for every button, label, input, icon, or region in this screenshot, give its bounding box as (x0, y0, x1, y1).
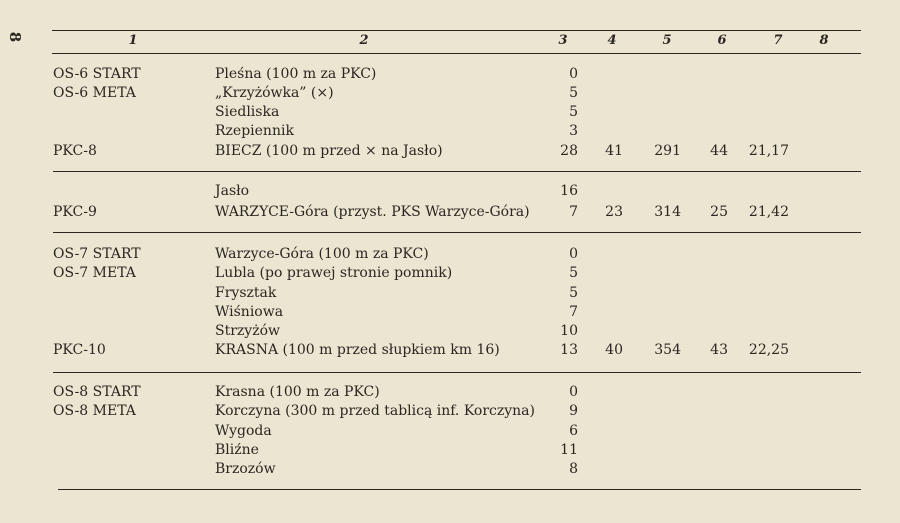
page-number: 8 (6, 31, 25, 43)
distance-km: 10 (560, 323, 578, 339)
distance-km: 13 (560, 342, 578, 358)
distance-km: 5 (569, 104, 578, 120)
table-row (0, 204, 900, 223)
section-rule (53, 372, 861, 373)
location-description: Lubla (po prawej stronie pomnik) (215, 265, 453, 281)
section-rule (53, 171, 861, 172)
column-5-value: 291 (654, 143, 681, 159)
distance-km: 5 (569, 285, 578, 301)
distance-km: 6 (569, 423, 578, 439)
table-row (0, 265, 900, 284)
distance-km: 16 (560, 183, 578, 199)
column-header-7: 7 (773, 33, 783, 48)
location-description: Strzyżów (215, 323, 280, 339)
column-header-6: 6 (717, 33, 727, 48)
distance-km: 11 (560, 442, 578, 458)
column-4-value: 40 (605, 342, 623, 358)
table-row (0, 246, 900, 265)
column-4-value: 23 (605, 204, 623, 220)
table-bottom-rule (58, 489, 861, 490)
column-7-value: 21,17 (748, 143, 789, 159)
location-description: Korczyna (300 m przed tablicą inf. Korczyna) (215, 403, 535, 419)
location-description: Pleśna (100 m za PKC) (215, 66, 377, 82)
table-row (0, 342, 900, 361)
distance-km: 0 (569, 384, 578, 400)
distance-km: 3 (569, 123, 578, 139)
location-description: Frysztak (215, 285, 277, 301)
section-rule (53, 232, 861, 233)
checkpoint-code: PKC-8 (53, 143, 97, 159)
column-header-3: 3 (558, 33, 568, 48)
distance-km: 7 (569, 204, 578, 220)
location-description: Krasna (100 m za PKC) (215, 384, 380, 400)
location-description: Bliźne (215, 442, 259, 458)
location-description: Rzepiennik (215, 123, 294, 139)
checkpoint-code: OS-6 START (53, 66, 141, 82)
table-row (0, 442, 900, 461)
column-header-8: 8 (819, 33, 829, 48)
table-row (0, 183, 900, 202)
table-row (0, 85, 900, 104)
location-description: BIECZ (100 m przed × na Jasło) (215, 143, 443, 159)
column-7-value: 22,25 (748, 342, 789, 358)
table-top-rule (52, 30, 861, 31)
table-row (0, 461, 900, 480)
checkpoint-code: OS-7 START (53, 246, 141, 262)
location-description: Wygoda (215, 423, 272, 439)
table-row (0, 323, 900, 342)
location-description: KRASNA (100 m przed słupkiem km 16) (215, 342, 500, 358)
column-6-value: 25 (710, 204, 728, 220)
table-row (0, 384, 900, 403)
column-5-value: 354 (654, 342, 681, 358)
column-6-value: 43 (710, 342, 728, 358)
distance-km: 28 (560, 143, 578, 159)
distance-km: 5 (569, 265, 578, 281)
table-row (0, 66, 900, 85)
header-bottom-rule (52, 53, 861, 54)
table-row (0, 304, 900, 323)
column-header-2: 2 (359, 33, 369, 48)
column-header-4: 4 (607, 33, 617, 48)
location-description: Brzozów (215, 461, 276, 477)
column-header-5: 5 (662, 33, 672, 48)
location-description: WARZYCE-Góra (przyst. PKS Warzyce-Góra) (215, 204, 530, 220)
table-row (0, 423, 900, 442)
location-description: Jasło (215, 183, 250, 199)
column-6-value: 44 (710, 143, 728, 159)
checkpoint-code: OS-6 META (53, 85, 136, 101)
distance-km: 9 (569, 403, 578, 419)
column-5-value: 314 (654, 204, 681, 220)
location-description: Warzyce-Góra (100 m za PKC) (215, 246, 429, 262)
location-description: „Krzyżówka” (×) (215, 85, 334, 101)
column-4-value: 41 (605, 143, 623, 159)
distance-km: 0 (569, 66, 578, 82)
table-row (0, 403, 900, 422)
distance-km: 0 (569, 246, 578, 262)
table-row (0, 143, 900, 162)
distance-km: 7 (569, 304, 578, 320)
table-row (0, 104, 900, 123)
distance-km: 8 (569, 461, 578, 477)
checkpoint-code: PKC-9 (53, 204, 97, 220)
checkpoint-code: OS-7 META (53, 265, 136, 281)
checkpoint-code: OS-8 START (53, 384, 141, 400)
checkpoint-code: OS-8 META (53, 403, 136, 419)
location-description: Wiśniowa (215, 304, 284, 320)
column-header-1: 1 (128, 33, 138, 48)
column-7-value: 21,42 (748, 204, 789, 220)
table-row (0, 123, 900, 142)
distance-km: 5 (569, 85, 578, 101)
table-row (0, 285, 900, 304)
location-description: Siedliska (215, 104, 280, 120)
checkpoint-code: PKC-10 (53, 342, 106, 358)
